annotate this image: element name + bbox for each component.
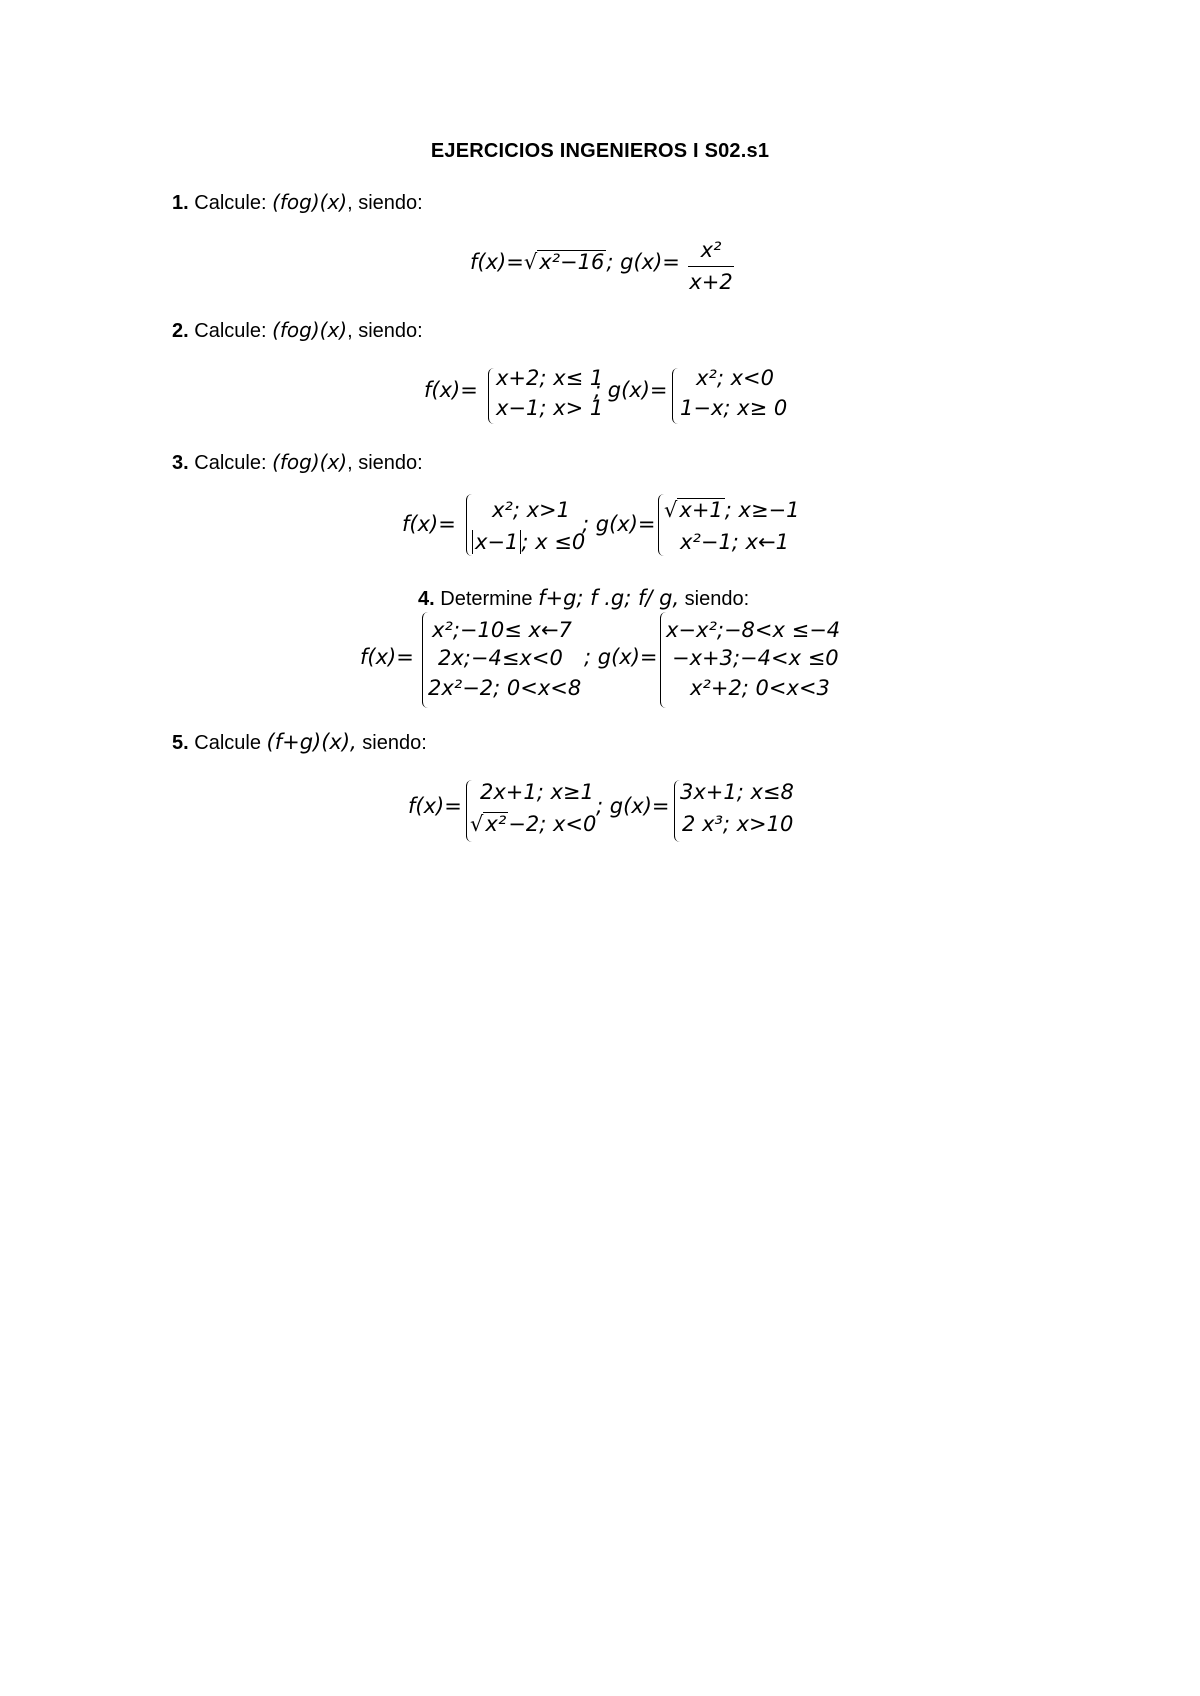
exercise-2-prompt — [172, 318, 423, 343]
exercise-5-prompt — [172, 730, 427, 755]
exercise-instruction: Calcule: — [194, 452, 267, 474]
g-case-1: x²; x<0 — [696, 366, 774, 390]
g-case-3: x²+2; 0<x<3 — [690, 676, 830, 700]
absolute-value: x−1 — [472, 530, 521, 554]
g-lhs: ; g(x)= — [594, 378, 668, 402]
exercise-operation: f+g; f .g; f/ g, — [538, 586, 680, 610]
exercise-instruction: Calcule — [194, 732, 261, 754]
g-lhs: ; g(x)= — [606, 250, 680, 274]
exercise-operation: (fog)(x) — [272, 450, 348, 474]
exercise-4-prompt — [418, 586, 749, 611]
exercise-number: 3. — [172, 452, 189, 474]
g-case-1: √x+1; x≥−1 — [664, 498, 800, 522]
exercise-suffix: , siendo: — [347, 192, 423, 214]
document-title: EJERCICIOS INGENIEROS I S02.s1 — [430, 140, 770, 162]
exercise-number: 4. — [418, 588, 435, 610]
exercise-suffix: , siendo: — [347, 320, 423, 342]
exercise-instruction: Determine — [440, 588, 533, 610]
exercise-1-prompt — [172, 190, 423, 215]
exercise-suffix: siendo: — [679, 588, 750, 610]
exercise-1-formula — [470, 250, 680, 274]
g-case-2: 2 x³; x>10 — [682, 812, 794, 836]
g-lhs: ; g(x)= — [582, 512, 656, 536]
f-case-2: √x²−2; x<0 — [470, 812, 597, 836]
f-case-2: 2x;−4≤x<0 — [438, 646, 563, 670]
g-denominator: x+2 — [689, 270, 733, 294]
exercise-instruction: Calcule: — [194, 320, 267, 342]
exercise-3-prompt — [172, 450, 423, 475]
left-brace — [488, 368, 495, 424]
sqrt-radicand: x² — [485, 812, 507, 836]
f-lhs: f(x)= — [408, 794, 462, 818]
f-case-1: 2x+1; x≥1 — [480, 780, 594, 804]
exercise-suffix: , siendo: — [347, 452, 423, 474]
f-lhs: f(x)= — [470, 250, 524, 274]
exercise-number: 1. — [172, 192, 189, 214]
sqrt-expression: √x²−16 — [523, 250, 605, 274]
g-case-1: 3x+1; x≤8 — [680, 780, 794, 804]
g-case-2: 1−x; x≥ 0 — [680, 396, 788, 420]
exercise-operation: (fog)(x) — [272, 190, 348, 214]
exercise-operation: (f+g)(x), — [266, 730, 357, 754]
f-case-3: 2x²−2; 0<x<8 — [428, 676, 582, 700]
f-case-2: x−1 ; x ≤0 — [472, 530, 585, 554]
g-numerator: x² — [700, 238, 722, 262]
sqrt-radicand: x+1 — [679, 498, 723, 522]
f-case-2: x−1; x> 1 — [496, 396, 604, 420]
g-lhs: ; g(x)= — [596, 794, 670, 818]
exercise-instruction: Calcule: — [194, 192, 267, 214]
f-lhs: f(x)= — [402, 512, 456, 536]
exercise-operation: (fog)(x) — [272, 318, 348, 342]
f-case-1: x+2; x≤ 1 — [496, 366, 604, 390]
g-case-1: x−x²;−8<x ≤−4 — [666, 618, 841, 642]
exercise-suffix: siendo: — [356, 732, 427, 754]
f-lhs: f(x)= — [424, 378, 478, 402]
g-case-2: x²−1; x←1 — [680, 530, 789, 554]
left-brace — [672, 368, 679, 424]
exercise-number: 2. — [172, 320, 189, 342]
g-lhs: ; g(x)= — [584, 645, 658, 669]
g-case-2: −x+3;−4<x ≤0 — [672, 646, 839, 670]
f-case-1: x²;−10≤ x←7 — [432, 618, 572, 642]
fraction-bar — [688, 266, 734, 267]
f-lhs: f(x)= — [360, 645, 414, 669]
exercise-number: 5. — [172, 732, 189, 754]
f-case-1: x²; x>1 — [492, 498, 570, 522]
